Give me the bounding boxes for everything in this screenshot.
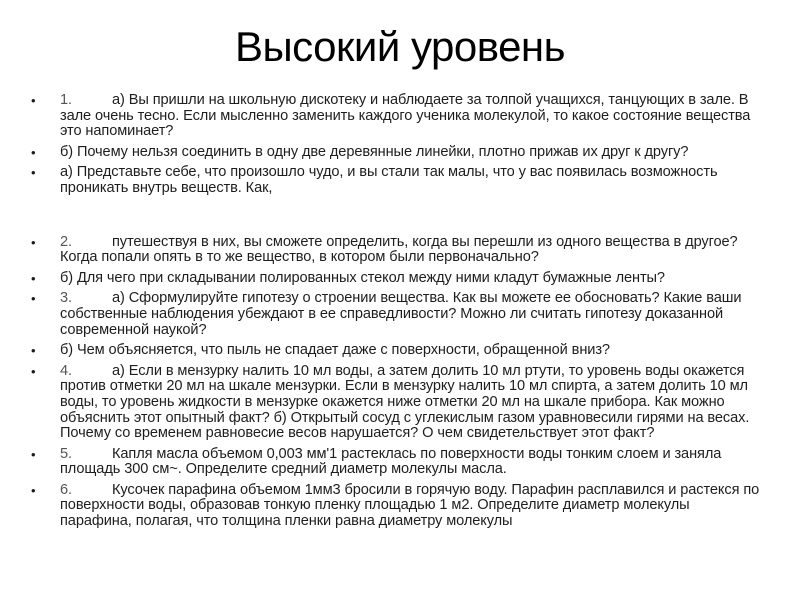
- list-item: [0, 235, 800, 266]
- bullet-icon: •: [31, 144, 36, 160]
- bullet-icon: •: [31, 234, 36, 250]
- bullet-icon: •: [31, 165, 36, 181]
- item-text: б) Почему нельзя соединить в одну две деревянные линейки, плотно прижав их друг к другу?: [60, 143, 689, 160]
- item-text: б) Чем объясняется, что пыль не спадает даже с поверхности, обращенной вниз?: [60, 342, 610, 359]
- bullet-icon: •: [31, 482, 36, 498]
- slide-title: Высокий уровень: [234, 23, 566, 70]
- list-item: [0, 271, 800, 287]
- item-number: 2.: [60, 233, 72, 250]
- item-text: а) Вы пришли на школьную дискотеку и наблюдаете за толпой учащихся, танцующих в зале. В зале очень тесно. Если мысленно заменить каждого ученика молекулой, то какое состояние вещества это напоминает?: [60, 92, 751, 140]
- bullet-icon: •: [31, 363, 36, 379]
- list-item: [0, 343, 800, 359]
- item-text: путешествуя в них, вы сможете определить, когда вы перешли из одного вещества в другое? Когда попали опять в то же вещество, в котором были первоначально?: [60, 233, 738, 266]
- item-number: 6.: [60, 481, 72, 498]
- item-text: а) Сформулируйте гипотезу о строении вещества. Как вы можете ее обосновать? Какие ваши собственные наблюдения убеждают в ее справедливости? Можно ли считать гипотезу доказанной современной наукой?: [60, 290, 742, 338]
- item-number: 5.: [60, 445, 72, 462]
- item-text: Капля масла объемом 0,003 мм'1 растеклась по поверхности воды тонким слоем и заняла площадь 300 см~. Определите средний диаметр молекулы масла.: [60, 445, 722, 478]
- list-item: [0, 291, 800, 338]
- item-text: а) Представьте себе, что произошло чудо, и вы стали так малы, что у вас появилась возможность проникать внутрь веществ. Как,: [60, 164, 718, 196]
- item-number: 4.: [60, 362, 72, 379]
- item-text: Кусочек парафина объемом 1мм3 бросили в горячую воду. Парафин расплавился и растекся по поверхности воды, образовав тонкую пленку площадью 1 м2. Определите диаметр молекулы парафина, полагая, что толщина пленки равна диаметру молекулы: [60, 481, 760, 530]
- item-number: 3.: [60, 290, 72, 307]
- item-number: 1.: [60, 92, 72, 108]
- list-item: [0, 93, 800, 140]
- bullet-icon: •: [31, 343, 36, 359]
- item-text: б) Для чего при складывании полированных стекол между ними кладут бумажные ленты?: [60, 269, 665, 286]
- list-item: [0, 165, 800, 196]
- list-item: [0, 447, 800, 478]
- item-text: а) Если в мензурку налить 10 мл воды, а затем долить 10 мл ртути, то уровень воды окажется против отметки 20 мл на шкале мензурки. Если в мензурку налить 10 мл спирта, а затем долить 10 мл воды, то уровень жидкости в мензурке окажется ниже отметки 20 мл на шкале прибора. Как можно объяснить этот опытный факт? б) Открытый сосуд с углекислым газом уравновесили гирями на весах. Почему со временем равновесие весов нарушается? О чем свидетельствует этот факт?: [60, 362, 750, 442]
- list-item: [0, 483, 800, 530]
- question-list: [0, 93, 800, 535]
- bullet-icon: •: [31, 270, 36, 286]
- bullet-icon: •: [31, 446, 36, 462]
- bullet-icon: •: [31, 93, 36, 108]
- bullet-icon: •: [31, 291, 36, 307]
- list-item: [0, 364, 800, 442]
- list-item: [0, 145, 800, 161]
